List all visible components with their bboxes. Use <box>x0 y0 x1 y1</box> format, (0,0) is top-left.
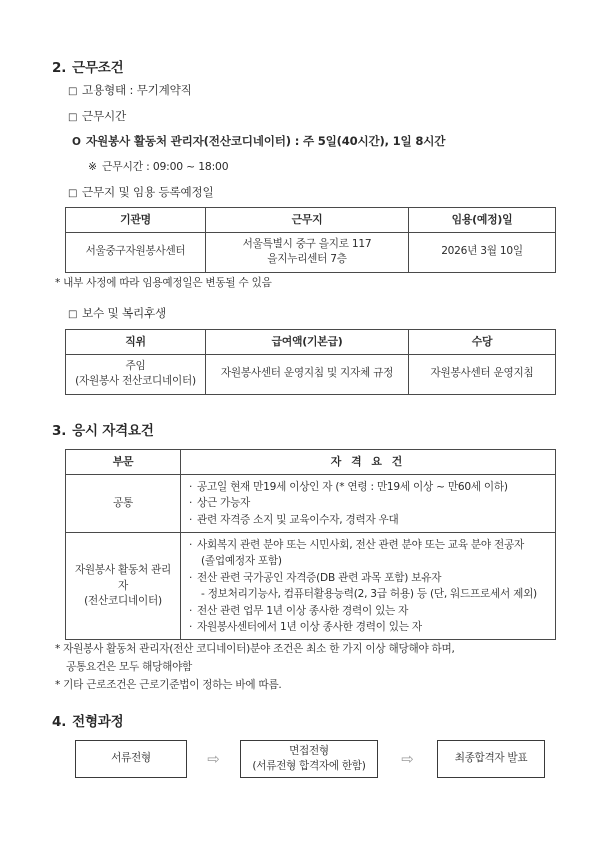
table-row <box>66 474 556 532</box>
flow-arrow-icon-2: ⇨ <box>401 750 414 768</box>
location-line-2: 을지누리센터 7층 <box>267 253 347 266</box>
list-item <box>189 619 550 635</box>
table-header-row <box>66 208 556 233</box>
dot-bullet-icon: · <box>189 539 193 552</box>
qualification-footnote-1: * 자원봉사 활동처 관리자(전산 코디네이터)분야 조건은 최소 한 가지 이상 해당해야 하며, <box>55 643 455 655</box>
section-4-title: 전형과정 <box>72 714 124 730</box>
col-header-location: 근무지 <box>206 208 409 233</box>
selection-process-flow <box>75 740 545 778</box>
list-item <box>189 603 550 619</box>
flow-step-final-result[interactable] <box>437 740 545 778</box>
col-header-category: 부문 <box>66 450 181 475</box>
requirement-list <box>189 537 550 635</box>
square-bullet-icon: □ <box>68 188 78 199</box>
list-item <box>189 553 550 569</box>
section-3-heading <box>52 419 154 439</box>
requirement-text: - 정보처리기능사, 컴퓨터활용능력(2, 3급 허용) 등 (단, 워드프로세서 제외) <box>201 588 537 601</box>
requirement-text: 공고일 현재 만19세 이상인 자 (* 연령 : 만19세 이상 ~ 만60세 이하) <box>197 480 508 493</box>
asterisk-bullet-icon: ※ <box>88 160 97 173</box>
dot-bullet-icon: · <box>189 480 193 493</box>
section-3-number: 3. <box>52 423 67 439</box>
qualification-table <box>65 449 556 640</box>
list-item <box>189 512 550 528</box>
requirement-text: 상근 가능자 <box>197 497 251 510</box>
list-item <box>189 537 550 553</box>
location-line-1: 서울특별시 중구 을지로 117 <box>242 237 372 250</box>
col-header-appointment-date: 임용(예정)일 <box>409 208 556 233</box>
dot-bullet-icon: · <box>189 571 193 584</box>
list-item <box>189 495 550 511</box>
col-header-requirements: 자 격 요 건 <box>181 450 556 475</box>
requirement-text: 전산 관련 국가공인 자격증(DB 관련 과목 포함) 보유자 <box>197 571 442 584</box>
col-header-organization: 기관명 <box>66 208 206 233</box>
table-row <box>66 354 556 394</box>
cell-category-common <box>66 474 181 532</box>
section-2-title: 근무조건 <box>72 60 124 76</box>
workplace-footnote: * 내부 사정에 따라 임용예정일은 변동될 수 있음 <box>55 277 272 289</box>
dot-bullet-icon: · <box>189 513 193 526</box>
requirement-text: 관련 자격증 소지 및 교육이수자, 경력자 우대 <box>197 513 399 526</box>
table-row <box>66 232 556 272</box>
cell-allowance: 자원봉사센터 운영지침 <box>409 354 556 394</box>
position-line-2: (자원봉사 전산코디네이터) <box>75 375 196 388</box>
work-hours-note-line <box>88 159 228 174</box>
work-hours-note-text: 근무시간 : 09:00 ~ 18:00 <box>102 160 229 173</box>
category-line-1: 자원봉사 활동처 관리자 <box>74 564 172 592</box>
section-4-heading <box>52 710 124 730</box>
dot-bullet-icon: · <box>189 604 193 617</box>
category-line-2: (전산코디네이터) <box>84 594 162 607</box>
flow-step-label: 최종합격자 발표 <box>454 752 528 765</box>
requirement-list <box>189 479 550 528</box>
work-hours-label-line <box>68 108 126 124</box>
col-header-allowance: 수당 <box>409 330 556 355</box>
position-line-1: 주임 <box>125 359 146 372</box>
workplace-table <box>65 207 556 273</box>
cell-category-coordinator <box>66 533 181 640</box>
square-bullet-icon: □ <box>68 309 78 320</box>
section-2-heading <box>52 56 124 76</box>
pay-table <box>65 329 556 395</box>
flow-step-label: 면접전형 <box>289 744 329 757</box>
cell-appointment-date: 2026년 3월 10일 <box>409 232 556 272</box>
pay-label-text: 보수 및 복리후생 <box>82 306 166 320</box>
list-item <box>189 570 550 586</box>
section-4-number: 4. <box>52 714 67 730</box>
requirement-text: 자원봉사센터에서 1년 이상 종사한 경력이 있는 자 <box>197 621 422 634</box>
qualification-footnote-2: * 기타 근로조건은 근로기준법이 정하는 바에 따름. <box>55 679 282 691</box>
section-3-title: 응시 자격요건 <box>72 423 154 439</box>
flow-step-label: 서류전형 <box>111 752 151 765</box>
employment-type-line <box>68 82 192 98</box>
flow-step-sublabel: (서류전형 합격자에 한함) <box>252 760 366 772</box>
cell-salary: 자원봉사센터 운영지침 및 지자체 규정 <box>206 354 409 394</box>
circle-bullet-icon: O <box>72 136 81 148</box>
square-bullet-icon: □ <box>68 112 78 123</box>
col-header-position: 직위 <box>66 330 206 355</box>
category-line-1: 공통 <box>113 496 133 509</box>
qualification-footnote-1-cont: 공통요건은 모두 해당해야함 <box>66 661 193 673</box>
cell-position <box>66 354 206 394</box>
requirement-text: (졸업예정자 포함) <box>201 555 282 568</box>
requirement-text: 사회복지 관련 분야 또는 시민사회, 전산 관련 분야 또는 교육 분야 전공자 <box>197 539 524 552</box>
cell-requirements-coordinator <box>181 533 556 640</box>
flow-step-document-screening[interactable] <box>75 740 187 778</box>
pay-label-line <box>68 305 166 321</box>
list-item <box>189 586 550 602</box>
dot-bullet-icon: · <box>189 621 193 634</box>
work-hours-detail-line <box>72 133 445 149</box>
cell-location <box>206 232 409 272</box>
workplace-label-text: 근무지 및 임용 등록예정일 <box>82 185 214 199</box>
work-hours-detail-text: 자원봉사 활동처 관리자(전산코디네이터) : 주 5일(40시간), 1일 8시간 <box>86 134 446 148</box>
requirement-text: 전산 관련 업무 1년 이상 종사한 경력이 있는 자 <box>197 604 409 617</box>
cell-requirements-common <box>181 474 556 532</box>
cell-organization: 서울중구자원봉사센터 <box>66 232 206 272</box>
flow-arrow-icon-1: ⇨ <box>207 750 220 768</box>
section-2-number: 2. <box>52 60 67 76</box>
workplace-label-line <box>68 184 213 200</box>
work-hours-label-text: 근무시간 <box>82 109 126 123</box>
employment-type-text: 고용형태 : 무기계약직 <box>82 83 192 97</box>
list-item <box>189 479 550 495</box>
flow-step-interview[interactable] <box>240 740 378 778</box>
square-bullet-icon: □ <box>68 86 78 97</box>
table-row <box>66 533 556 640</box>
table-header-row <box>66 330 556 355</box>
table-header-row <box>66 450 556 475</box>
col-header-salary: 급여액(기본급) <box>206 330 409 355</box>
dot-bullet-icon: · <box>189 497 193 510</box>
